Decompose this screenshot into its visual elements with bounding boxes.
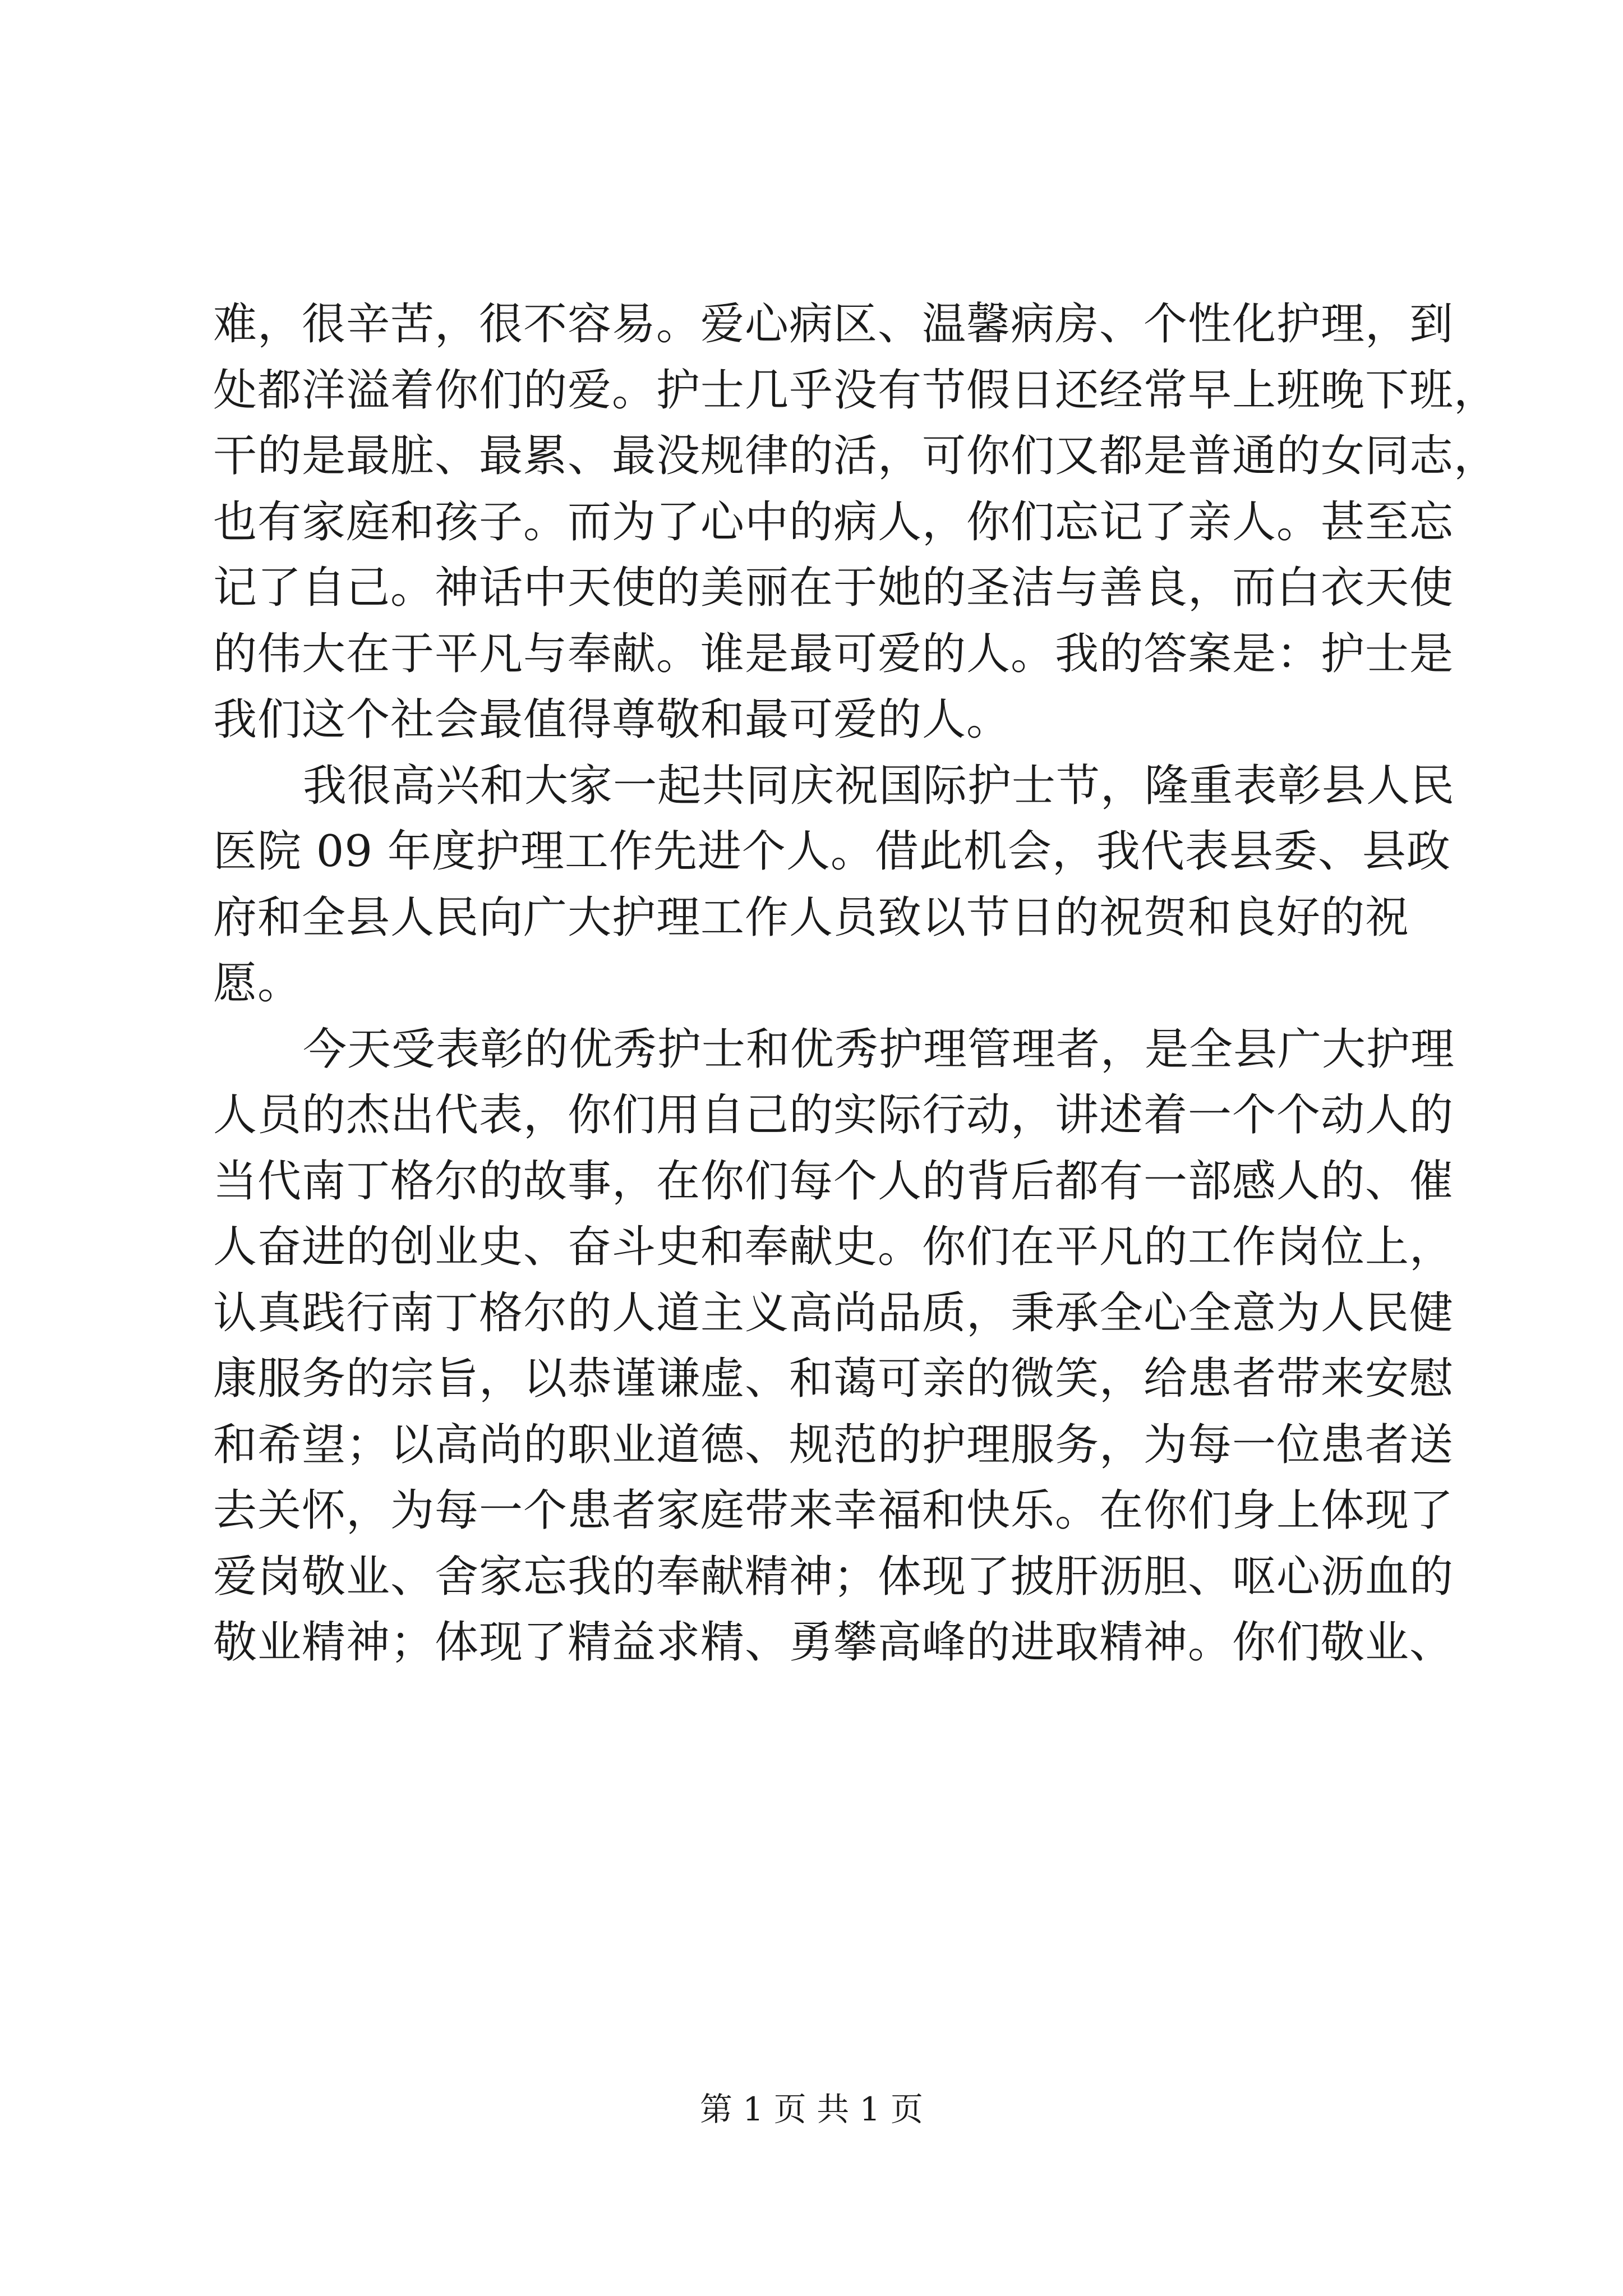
text-line: 我们这个社会最值得尊敬和最可爱的人。: [213, 694, 1011, 745]
text-line: 认真践行南丁格尔的人道主义高尚品质，秉承全心全意为人民健: [213, 1287, 1454, 1338]
paragraph-first-line: 我很高兴和大家一起共同庆祝国际护士节，隆重表彰县人民: [303, 760, 1455, 811]
text-line: 府和全县人民向广大护理工作人员致以节日的祝贺和良好的祝: [213, 892, 1410, 943]
text-line: 干的是最脏、最累、最没规律的活，可你们又都是普通的女同志，: [213, 431, 1498, 481]
text-line: 爱岗敬业、舍家忘我的奉献精神；体现了披肝沥胆、呕心沥血的: [213, 1551, 1454, 1602]
text-line: 去关怀，为每一个患者家庭带来幸福和快乐。在你们身上体现了: [213, 1485, 1454, 1536]
text-line: 也有家庭和孩子。而为了心中的病人，你们忘记了亲人。甚至忘: [213, 496, 1454, 547]
page-footer: 第 1 页 共 1 页: [700, 2090, 923, 2128]
text-line: 康服务的宗旨，以恭谨谦虚、和蔼可亲的微笑，给患者带来安慰: [213, 1354, 1454, 1404]
text-line: 人奋进的创业史、奋斗史和奉献史。你们在平凡的工作岗位上，: [213, 1222, 1454, 1272]
text-line: 和希望；以高尚的职业道德、规范的护理服务，为每一位患者送: [213, 1419, 1454, 1470]
text-line: 医院 09 年度护理工作先进个人。借此机会，我代表县委、县政: [213, 826, 1451, 877]
text-line: 敬业精神；体现了精益求精、勇攀高峰的进取精神。你们敬业、: [213, 1617, 1454, 1668]
text-line: 难，很辛苦，很不容易。爱心病区、温馨病房、个性化护理，到: [213, 299, 1454, 349]
text-line: 的伟大在于平凡与奉献。谁是最可爱的人。我的答案是：护士是: [213, 628, 1454, 679]
text-line: 记了自己。神话中天使的美丽在于她的圣洁与善良，而白衣天使: [213, 563, 1454, 613]
text-line: 人员的杰出代表，你们用自己的实际行动，讲述着一个个动人的: [213, 1090, 1454, 1140]
text-line: 当代南丁格尔的故事，在你们每个人的背后都有一部感人的、催: [213, 1156, 1454, 1207]
document-body: [213, 292, 1498, 1676]
text-line: 愿。: [213, 958, 302, 1009]
text-line: 处都洋溢着你们的爱。护士几乎没有节假日还经常早上班晚下班，: [213, 365, 1498, 416]
paragraph-first-line: 今天受表彰的优秀护士和优秀护理管理者，是全县广大护理: [303, 1024, 1455, 1075]
